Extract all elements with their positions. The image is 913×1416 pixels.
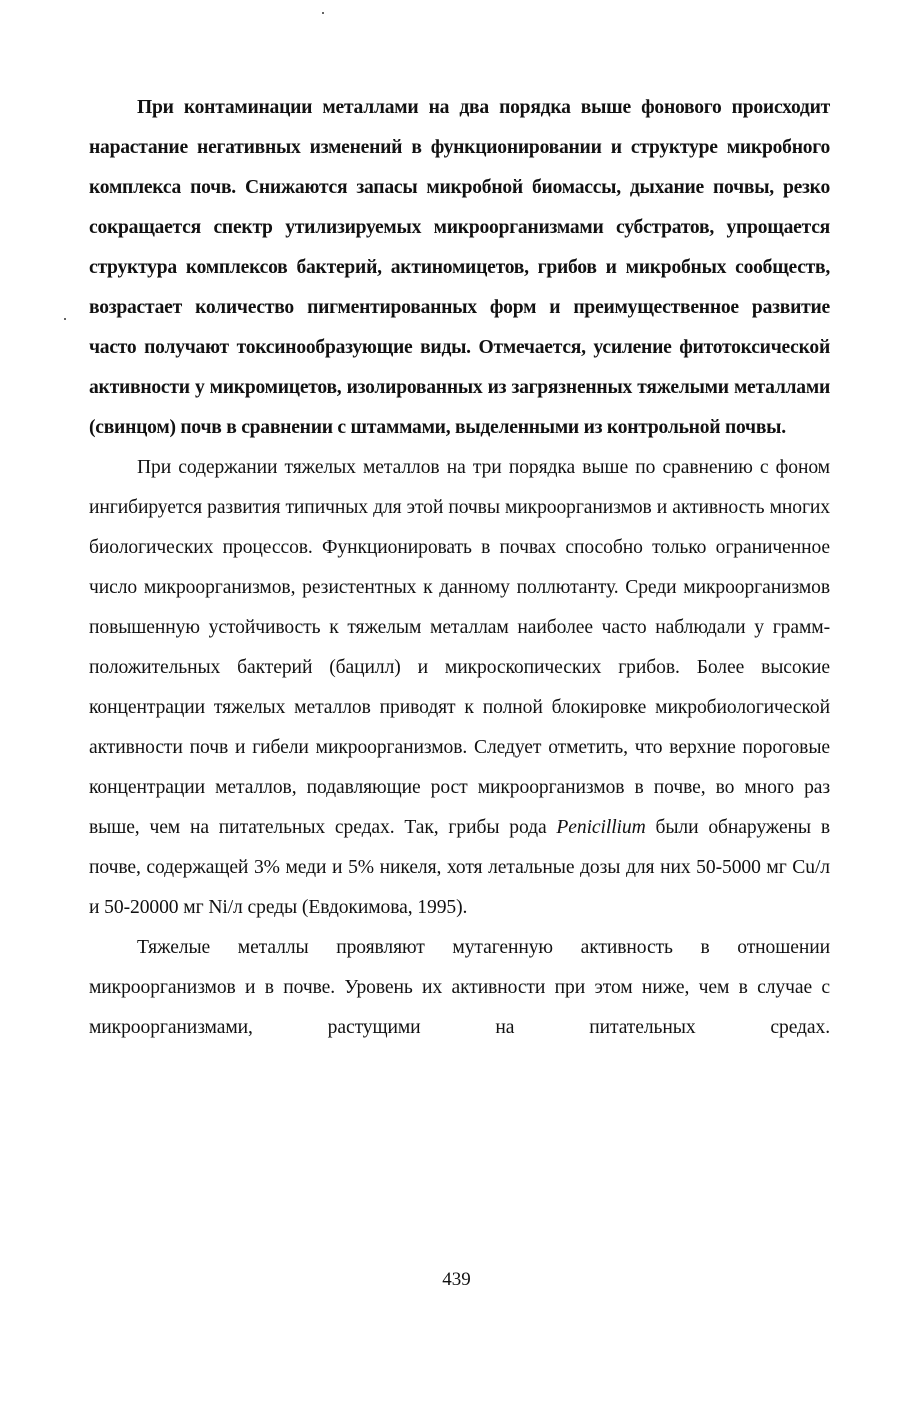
paragraph-text-part: были обнаружены в почве, содержащей 3% меди и 5% никеля, хотя летальные дозы для них 50-5000 мг Cu/л и 50-20000 мг Ni/л среды (Евдокимова, 1995). (89, 817, 831, 918)
page-number: 439 (442, 1269, 471, 1290)
paragraph-mutagenic-activity: Тяжелые металлы проявляют мутагенную активность в отношении микроорганизмов и в почве. Уровень их активности при этом ниже, чем в случае с микроорганизмами, растущими на питательных средах. (89, 937, 830, 1038)
scan-speck (64, 318, 66, 320)
scan-speck (322, 12, 324, 14)
paragraph-text-part: При содержании тяжелых металлов на три порядка выше по сравнению с фоном ингибируется развития типичных для этой почвы микроорганизмов и активность многих биологических процессов. Функционировать в почвах способно только ограниченное число микроорганизмов, резистентных к данному поллютанту. Среди микроорганизмов повышенную устойчивость к тяжелым металлам наиболее часто наблюдали у грамм-положительных бактерий (бацилл) и микроскопических грибов. Более высокие концентрации тяжелых металлов приводят к полной блокировке микробиологической активности почв и гибели микроорганизмов. Следует отметить, что верхние пороговые концентрации металлов, подавляющие рост микроорганизмов в почве, во много раз выше, чем на питательных средах. Так, грибы рода (89, 457, 830, 838)
paragraph-contamination-three-orders (89, 448, 830, 928)
page-body (89, 88, 830, 1048)
genus-name-italic: Penicillium (556, 817, 646, 838)
paragraph-contamination-two-orders: При контаминации металлами на два порядка выше фонового происходит нарастание негативных изменений в функционировании и структуре микробного комплекса почв. Снижаются запасы микробной биомассы, дыхание почвы, резко сокращается спектр утилизируемых микроорганизмами субстратов, упрощается структура комплексов бактерий, актиномицетов, грибов и микробных сообществ, возрастает количество пигментированных форм и преимущественное развитие часто получают токсинообразующие виды. Отмечается, усиление фитотоксической активности у микромицетов, изолированных из загрязненных тяжелыми металлами (свинцом) почв в сравнении с штаммами, выделенными из контрольной почвы. (89, 97, 830, 438)
